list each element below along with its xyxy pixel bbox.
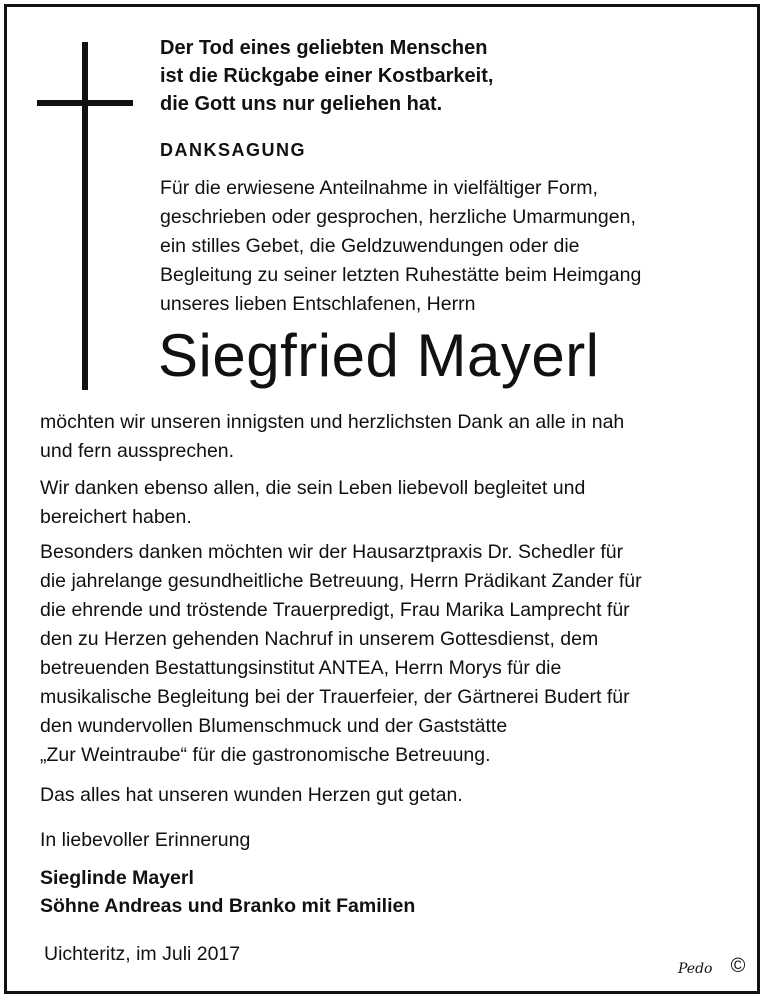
paragraph-line: „Zur Weintraube“ für die gastronomische Betreuung. — [40, 744, 491, 766]
intro-paragraph — [160, 174, 750, 319]
signer-line: Söhne Andreas und Branko mit Familien — [40, 895, 416, 917]
paragraph-line: Wir danken ebenso allen, die sein Leben liebevoll begleitet und — [40, 477, 586, 499]
thanks-paragraph-3 — [40, 538, 740, 770]
deceased-name: Siegfried Mayerl — [158, 322, 600, 389]
cross-icon-vertical-bar — [82, 42, 88, 390]
place-date: Uichteritz, im Juli 2017 — [44, 943, 241, 965]
motto — [160, 34, 720, 118]
paragraph-line: den zu Herzen gehenden Nachruf in unserem Gottesdienst, dem — [40, 628, 599, 650]
intro-line: Für die erwiesene Anteilnahme in vielfältiger Form, — [160, 177, 598, 199]
thanks-paragraph-1 — [40, 408, 740, 466]
paragraph-line: den wundervollen Blumenschmuck und der Gaststätte — [40, 715, 508, 737]
thanks-paragraph-2 — [40, 474, 740, 532]
thanks-paragraph-4: Das alles hat unseren wunden Herzen gut getan. — [40, 784, 463, 806]
motto-line: ist die Rückgabe einer Kostbarkeit, — [160, 65, 494, 87]
motto-line: Der Tod eines geliebten Menschen — [160, 37, 488, 59]
heading-danksagung: DANKSAGUNG — [160, 140, 307, 160]
paragraph-line: möchten wir unseren innigsten und herzlichsten Dank an alle in nah — [40, 411, 625, 433]
intro-line: unseres lieben Entschlafenen, Herrn — [160, 293, 476, 315]
paragraph-line: die jahrelange gesundheitliche Betreuung, Herrn Prädikant Zander für — [40, 570, 642, 592]
intro-line: ein stilles Gebet, die Geldzuwendungen oder die — [160, 235, 580, 257]
paragraph-line: Besonders danken möchten wir der Hausarztpraxis Dr. Schedler für — [40, 541, 624, 563]
intro-line: geschrieben oder gesprochen, herzliche Umarmungen, — [160, 206, 636, 228]
motto-line: die Gott uns nur geliehen hat. — [160, 93, 443, 115]
copyright-icon: © — [730, 955, 746, 977]
artist-signature: Pedo — [678, 961, 713, 977]
closing-phrase: In liebevoller Erinnerung — [40, 829, 251, 851]
intro-line: Begleitung zu seiner letzten Ruhestätte beim Heimgang — [160, 264, 642, 286]
signer-line: Sieglinde Mayerl — [40, 867, 194, 889]
paragraph-line: und fern aussprechen. — [40, 440, 235, 462]
paragraph-line: betreuenden Bestattungsinstitut ANTEA, Herrn Morys für die — [40, 657, 562, 679]
paragraph-line: musikalische Begleitung bei der Trauerfeier, der Gärtnerei Budert für — [40, 686, 630, 708]
paragraph-line: die ehrende und tröstende Trauerpredigt, Frau Marika Lamprecht für — [40, 599, 630, 621]
paragraph-line: bereichert haben. — [40, 506, 192, 528]
signers — [40, 864, 415, 920]
cross-icon-horizontal-bar — [37, 100, 133, 106]
